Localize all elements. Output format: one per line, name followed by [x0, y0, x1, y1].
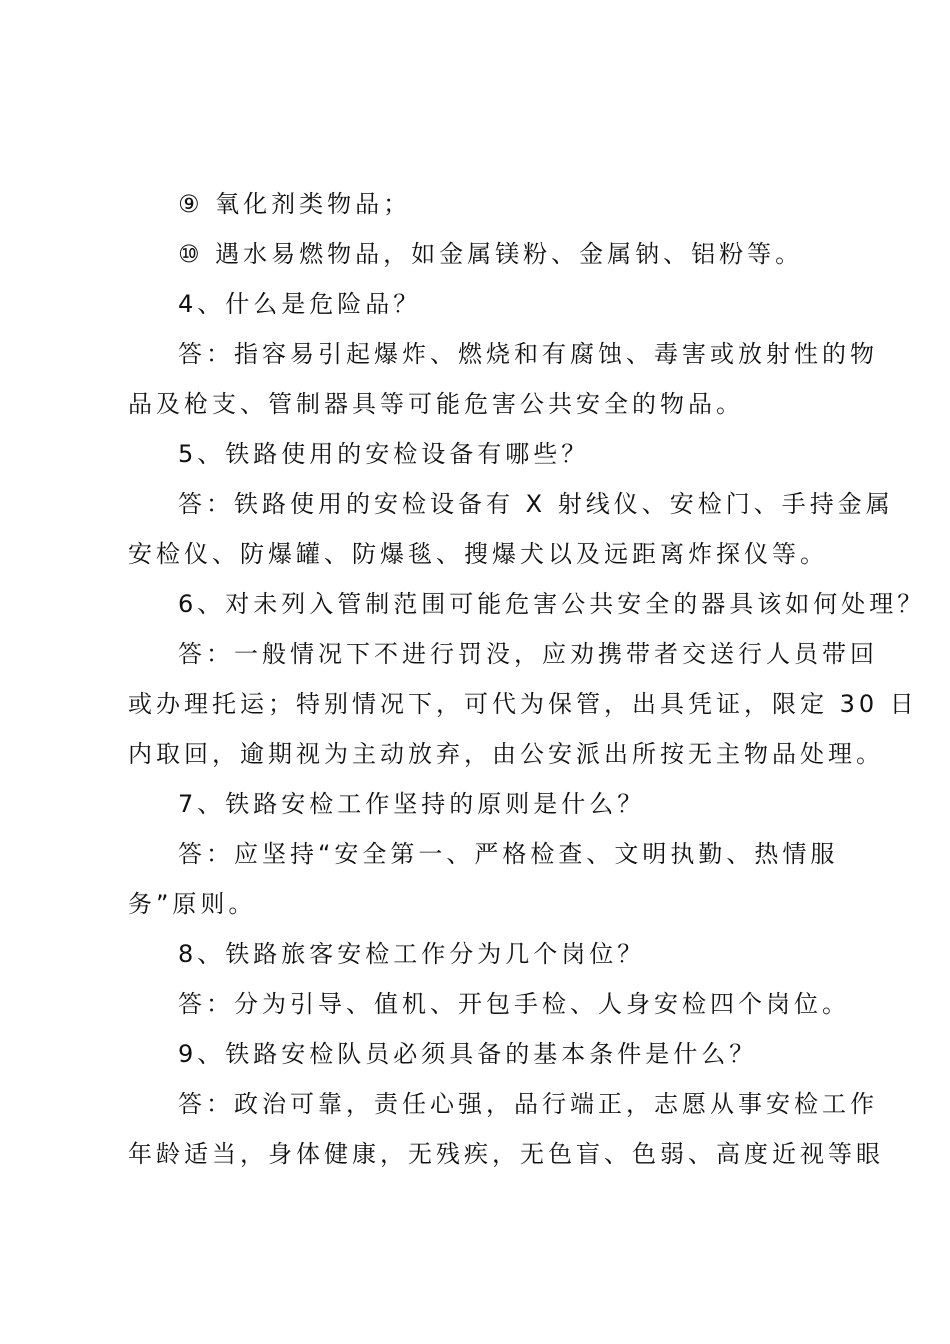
answer-6-line-3: 内取回，逾期视为主动放弃，由公安派出所按无主物品处理。: [128, 740, 884, 768]
answer-5-line-2: 安检仪、防爆罐、防爆毯、搜爆犬以及远距离炸探仪等。: [128, 540, 828, 568]
answer-8: 答：分为引导、值机、开包手检、人身安检四个岗位。: [178, 990, 850, 1018]
list-item-9: ⑨ 氧化剂类物品；: [178, 190, 412, 218]
answer-5-line-1: 答：铁路使用的安检设备有 X 射线仪、安检门、手持金属: [178, 490, 894, 518]
question-4: 4、什么是危险品？: [178, 290, 422, 318]
answer-6-line-2: 或办理托运；特别情况下，可代为保管，出具凭证，限定 30 日: [128, 690, 918, 718]
list-item-10: ⑩ 遇水易燃物品，如金属镁粉、金属钠、铝粉等。: [178, 240, 804, 268]
answer-9-line-2: 年龄适当，身体健康，无残疾，无色盲、色弱、高度近视等眼: [128, 1140, 884, 1168]
question-9: 9、铁路安检队员必须具备的基本条件是什么？: [178, 1040, 758, 1068]
question-5: 5、铁路使用的安检设备有哪些？: [178, 440, 590, 468]
answer-4-line-1: 答：指容易引起爆炸、燃烧和有腐蚀、毒害或放射性的物: [178, 340, 878, 368]
question-8: 8、铁路旅客安检工作分为几个岗位？: [178, 940, 646, 968]
answer-4-line-2: 品及枪支、管制器具等可能危害公共安全的物品。: [128, 390, 744, 418]
question-6: 6、对未列入管制范围可能危害公共安全的器具该如何处理？: [178, 590, 926, 618]
answer-7-line-2: 务”原则。: [128, 890, 257, 918]
answer-6-line-1: 答：一般情况下不进行罚没，应劝携带者交送行人员带回: [178, 640, 878, 668]
answer-7-line-1: 答：应坚持“安全第一、严格检查、文明执勤、热情服: [178, 840, 839, 868]
question-7: 7、铁路安检工作坚持的原则是什么？: [178, 790, 646, 818]
answer-9-line-1: 答：政治可靠，责任心强，品行端正，志愿从事安检工作: [178, 1090, 878, 1118]
